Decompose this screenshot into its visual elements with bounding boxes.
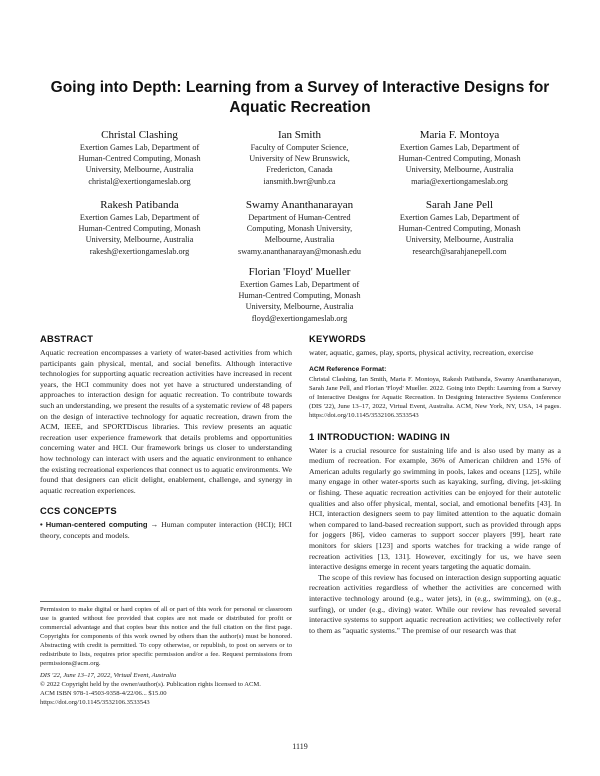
author-block [372,198,547,257]
ccs-concepts [40,520,292,541]
footnote-rule [40,601,160,602]
conference-line: DIS '22, June 13–17, 2022, Virtual Event, Australia [40,672,177,679]
ccs-concepts-bold: • Human-centered computing [40,520,148,530]
author-name: Rakesh Patibanda [100,199,179,211]
paper-title: Going into Depth: Learning from a Survey of Interactive Designs for Aquatic Recreation [50,79,550,116]
introduction-heading: 1 INTRODUCTION: WADING IN [309,430,450,442]
author-affiliation: Exertion Games Lab, Department of Human-Centred Computing, Monash University, Melbourne, Australia rakesh@exertiongameslab.org [78,213,201,256]
author-affiliation: Department of Human-Centred Computing, Monash University, Melbourne, Australia swamy.ananthanarayan@monash.edu [238,213,361,256]
author-name: Swamy Ananthanarayan [245,199,354,211]
ccs-concepts-rest: → Human computer interaction (HCI); HCI theory, concepts and models. [40,520,293,540]
ccs-heading: CCS CONCEPTS [40,505,117,517]
right-column [309,333,561,636]
author-affiliation: Exertion Games Lab, Department of Human-Centred Computing, Monash University, Melbourne, Australia floyd@exertiongameslab.org [238,280,361,323]
author-affiliation: Exertion Games Lab, Department of Human-Centred Computing, Monash University, Melbourne, Australia maria@exertiongameslab.org [398,143,521,186]
reference-format-text: Christal Clashing, Ian Smith, Maria F. Montoya, Rakesh Patibanda, Swamy Ananthanarayan, Sarah Jane Pell, and Florian 'Floyd' Mueller. 2022. Going into Depth: Learning from a Survey of Interactive Designs for Aquatic Recreation. In Designing Interactive Systems Conference (DIS '22), June 13–17, 2022, Virtual Event, Australia. ACM, New York, NY, USA, 14 pages. https://doi.org/10.1145/3532106.3533543 [309,375,561,419]
author-affiliation: Exertion Games Lab, Department of Human-Centred Computing, Monash University, Melbourne, Australia research@sarahjanepell.com [398,213,521,256]
abstract-text: Aquatic recreation encompasses a variety of water-based activities from which participants gain physical, mental, and social benefits. Although interactive technologies for supporting aquatic recreation activities have increased in recent years, the HCI community does not yet have a structured understanding of approaches to interaction design for aquatic recreation. To contribute towards such an understanding, we present the results of a systematic review of 48 papers on the design of interactive technology for aquatic recreation, drawn from the ACM, IEEE, and SPORTDiscus libraries. This review presents an aquatic recreation user experience framework that details problems and opportunities concerning water and HCI. Our framework brings us closer to understanding how technology can interact with users and the aquatic environment to enhance the existing recreational experiences that connect us to aquatic environments. We found that designers can elicit delight, enablement, challenge, and synergy in aquatic recreation experiences. [40,348,292,495]
page-number: 1119 [292,742,308,751]
author-block [212,198,387,257]
intro-paragraph: Water is a crucial resource for sustaining life and is also used by many as a medium of recreation. For example, 36% of American children and 15% of American adults regularly go swimming in pools, lakes and oceans [125], while many engage in other water-sports such as kayaking, surfing, diving, jet-skiing or fishing. These aquatic recreation activities can be enjoyed for their autotelic qualities and also offer physical, mental, social, and emotional benefits [43]. In HCI, interaction designers seem to pay limited attention to the aquatic domain when compared to land-based recreation support, such as provided through apps for joggers [86], video cameras to support soccer players [99], heart rate monitors for skiers [123] and sports watches for tracking a wide range of recreation activities [13, 131]. However, excitingly for us, we have seen interactive designs emerge in recent years targeting the aquatic domain. [309,445,561,572]
isbn-line: ACM ISBN 978-1-4503-9358-4/22/06... $15.00 [40,690,167,697]
intro-paragraph: The scope of this review has focused on interaction design supporting aquatic recreation activities regardless of whether the activities are concerned with interactive technology around (e.g., water jets), in (e.g., swimming), on (e.g., surfing), or under (e.g., diving) water. While our review has revealed several interactive systems to support aquatic recreation activities; we collectively refer to them as "aquatic systems." The premise of our research was that [309,572,561,635]
abstract-heading: ABSTRACT [40,333,94,344]
author-block [212,265,387,324]
reference-format-heading: ACM Reference Format: [309,365,387,373]
author-affiliation: Exertion Games Lab, Department of Human-Centred Computing, Monash University, Melbourne, Australia christal@exertiongameslab.org [78,143,201,186]
author-name: Christal Clashing [101,129,178,141]
footnote-block [40,605,292,707]
left-column [40,333,292,542]
doi-line: https://doi.org/10.1145/3532106.3533543 [40,699,150,706]
author-block [52,198,227,257]
author-name: Sarah Jane Pell [425,199,494,211]
keywords-heading: KEYWORDS [309,333,366,344]
author-name: Ian Smith [277,129,322,141]
author-affiliation: Faculty of Computer Science, University of New Brunswick, Fredericton, Canada iansmith.bwr@unb.ca [249,143,350,186]
author-block [212,128,387,187]
author-name: Florian 'Floyd' Mueller [248,266,351,278]
copyright-line: © 2022 Copyright held by the owner/author(s). Publication rights licensed to ACM. [40,681,261,688]
author-block [52,128,227,187]
permission-notice: Permission to make digital or hard copies of all or part of this work for personal or classroom use is granted without fee provided that copies are not made or distributed for profit or commercial advantage and that copies bear this notice and the full citation on the first page. Copyrights for components of this work owned by others than the author(s) must be honored. Abstracting with credit is permitted. To copy otherwise, or republish, to post on servers or to redistribute to lists, requires prior specific permission and/or a fee. Request permissions from permissions@acm.org. [40,606,292,667]
author-name: Maria F. Montoya [419,129,500,141]
author-block [372,128,547,187]
keywords-text: water, aquatic, games, play, sports, physical activity, recreation, exercise [309,348,534,357]
